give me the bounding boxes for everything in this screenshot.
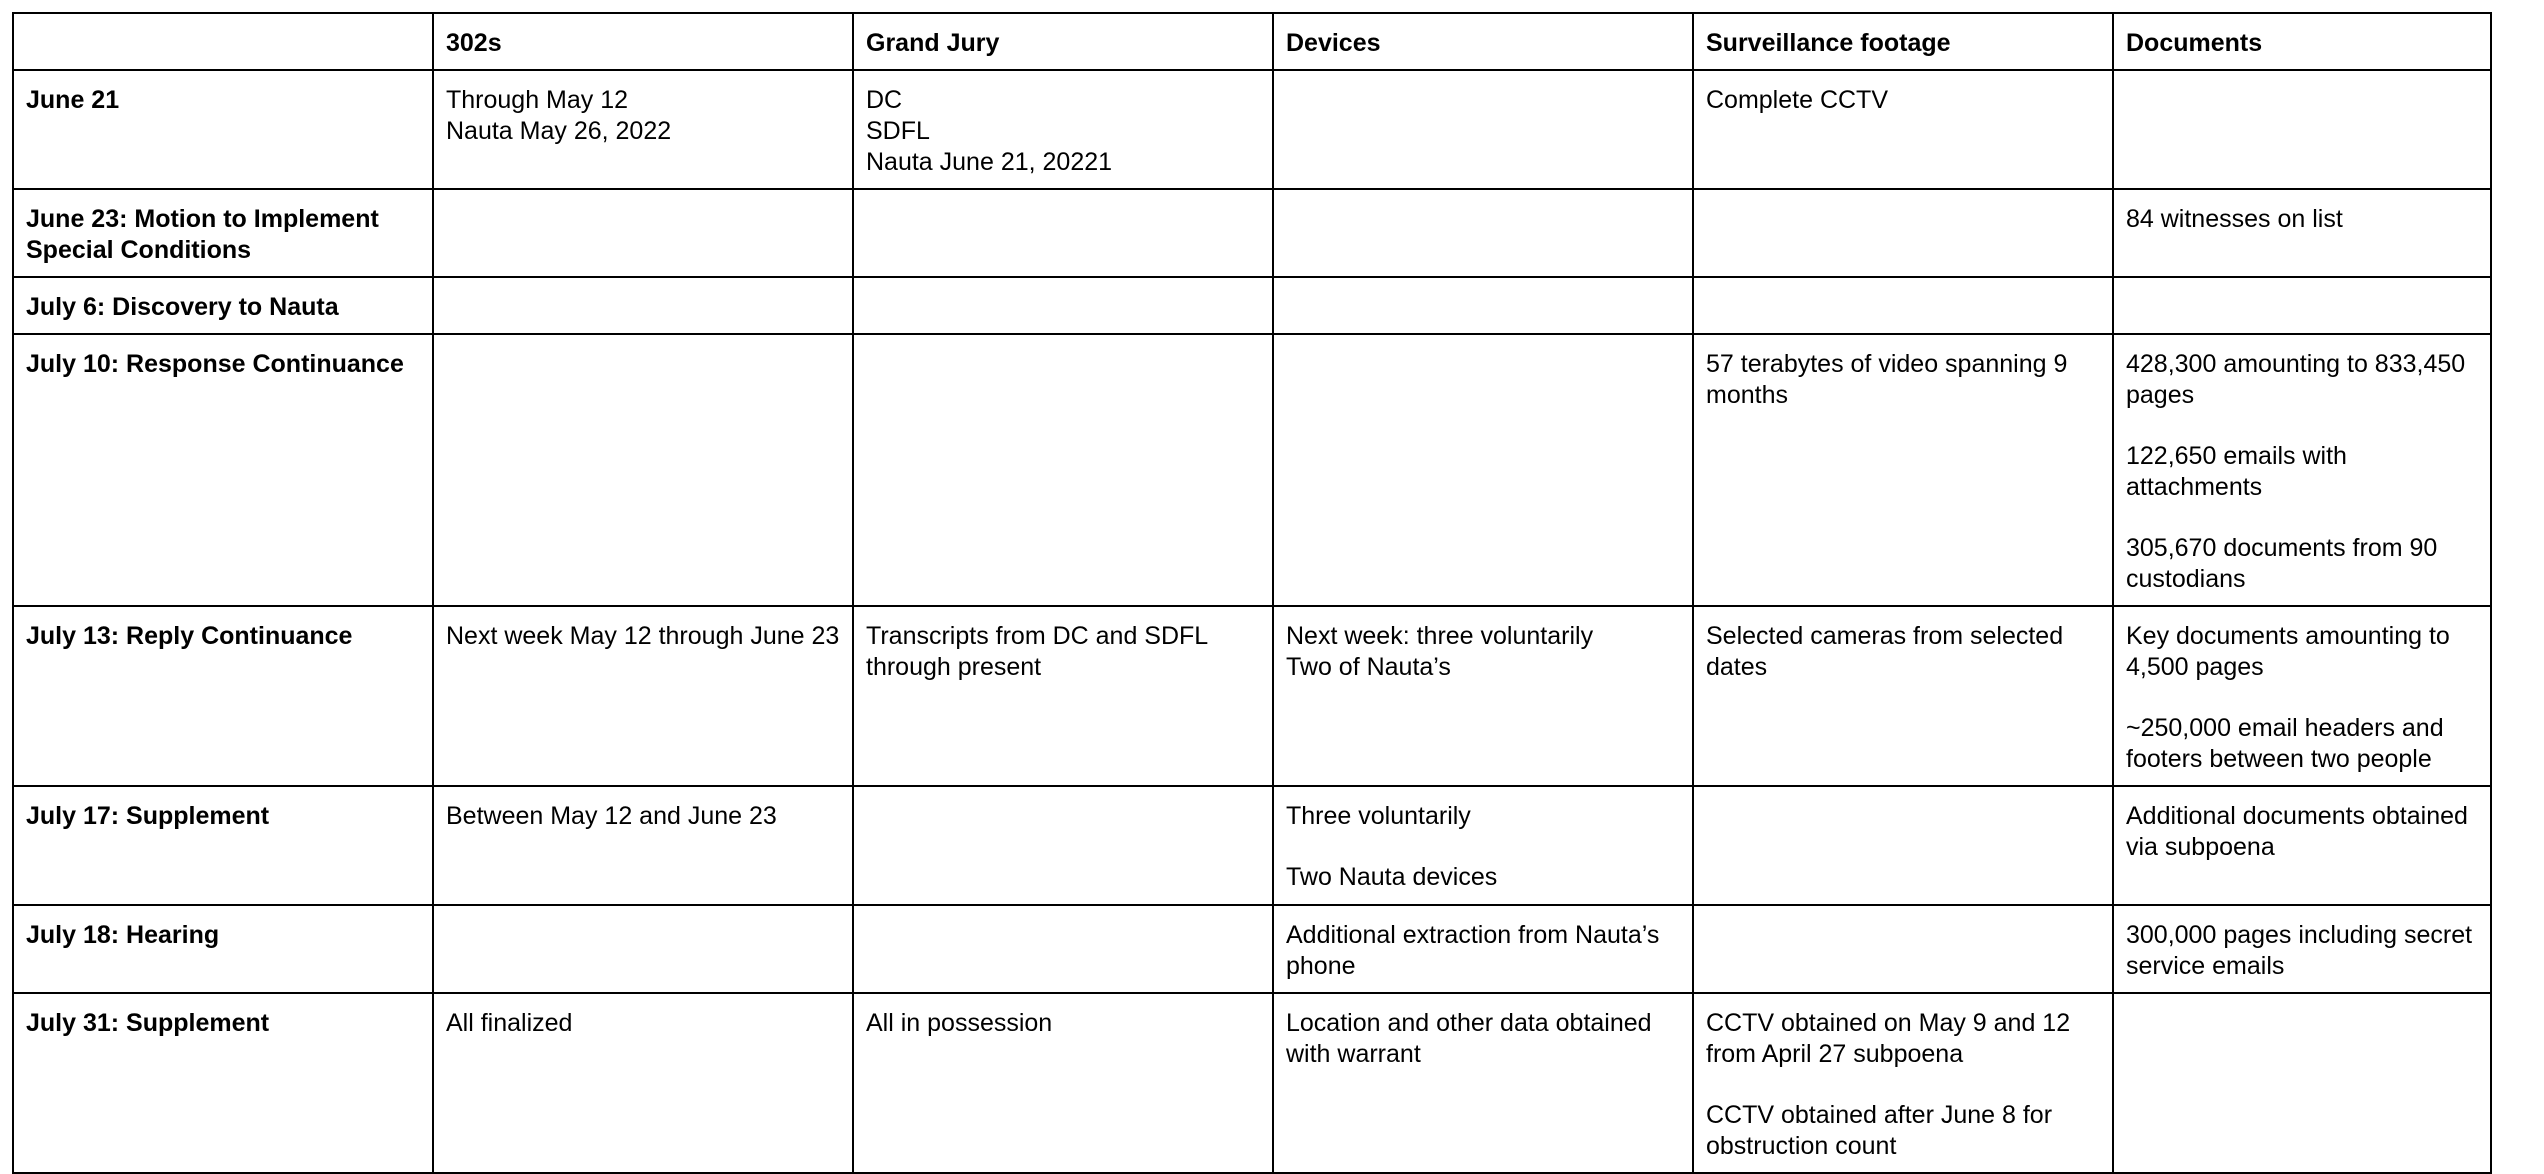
cell-grand-jury [853,993,1273,1173]
cell-line: All finalized [446,1009,573,1037]
cell-documents [2113,905,2491,993]
cell-grand-jury [853,189,1273,277]
cell-devices [1273,786,1693,905]
cell-grand-jury [853,606,1273,786]
cell-line: SDFL [866,117,930,145]
cell-devices [1273,70,1693,189]
cell-devices [1273,905,1693,993]
cell-devices [1273,606,1693,786]
cell-paragraph [1286,1008,1680,1070]
cell-paragraph [1706,1100,2100,1162]
header-row [13,13,2491,70]
row-label: June 23: Motion to Implement Special Conditions [13,189,433,277]
cell-grand-jury [853,905,1273,993]
cell-paragraph [2126,349,2478,411]
cell-paragraph [446,621,840,652]
cell-line: Through May 12 [446,86,629,114]
cell-paragraph [446,801,840,832]
cell-line: All in possession [866,1009,1053,1037]
cell-paragraph [1706,349,2100,411]
cell-line: CCTV obtained on May 9 and 12 from April 27 subpoena [1706,1009,2071,1068]
cell-paragraph [2126,204,2478,235]
cell-line: Two of Nauta’s [1286,653,1451,681]
cell-paragraph [2126,621,2478,683]
cell-line: Additional documents obtained via subpoena [2126,802,2468,861]
cell-line: Next week: three voluntarily [1286,622,1594,650]
cell-line: 122,650 emails with attachments [2126,442,2347,501]
row-label: July 13: Reply Continuance [13,606,433,786]
table-row [13,905,2491,993]
row-label: July 31: Supplement [13,993,433,1173]
cell-line: Three voluntarily [1286,802,1471,830]
cell-surveillance-footage [1693,905,2113,993]
cell-devices [1273,993,1693,1173]
cell-302s [433,786,853,905]
cell-line: 428,300 amounting to 833,450 pages [2126,350,2466,409]
cell-302s [433,993,853,1173]
cell-surveillance-footage [1693,993,2113,1173]
cell-paragraph [2126,441,2478,503]
cell-line: 84 witnesses on list [2126,205,2343,233]
cell-paragraph [2126,801,2478,863]
cell-line: 300,000 pages including secret service emails [2126,921,2473,980]
cell-paragraph [1286,801,1680,832]
cell-302s [433,277,853,334]
cell-grand-jury [853,786,1273,905]
cell-devices [1273,277,1693,334]
cell-302s [433,606,853,786]
cell-grand-jury [853,277,1273,334]
cell-surveillance-footage [1693,334,2113,606]
cell-302s [433,334,853,606]
cell-line: Selected cameras from selected dates [1706,622,2064,681]
cell-line: Two Nauta devices [1286,863,1498,891]
cell-line: CCTV obtained after June 8 for obstruction count [1706,1101,2053,1160]
table-row [13,70,2491,189]
cell-paragraph [2126,533,2478,595]
cell-line: DC [866,86,903,114]
cell-line: Key documents amounting to 4,500 pages [2126,622,2450,681]
header-302s: 302s [433,13,853,70]
cell-grand-jury [853,70,1273,189]
cell-302s [433,189,853,277]
cell-line: Transcripts from DC and SDFL through present [866,622,1208,681]
cell-line: Complete CCTV [1706,86,1888,114]
cell-paragraph [446,1008,840,1039]
table-row [13,277,2491,334]
cell-line: 305,670 documents from 90 custodians [2126,534,2438,593]
cell-line: Location and other data obtained with warrant [1286,1009,1652,1068]
cell-302s [433,70,853,189]
table-row [13,993,2491,1173]
cell-paragraph [1286,862,1680,893]
cell-paragraph [866,85,1260,178]
cell-paragraph [1706,85,2100,116]
row-label: July 10: Response Continuance [13,334,433,606]
cell-line: ~250,000 email headers and footers between two people [2126,714,2444,773]
table-row [13,334,2491,606]
row-label: July 6: Discovery to Nauta [13,277,433,334]
cell-grand-jury [853,334,1273,606]
cell-documents [2113,189,2491,277]
cell-paragraph [446,85,840,147]
header-grand-jury: Grand Jury [853,13,1273,70]
cell-surveillance-footage [1693,277,2113,334]
cell-paragraph [1286,920,1680,982]
row-label: June 21 [13,70,433,189]
header-corner [13,13,433,70]
cell-devices [1273,189,1693,277]
header-documents: Documents [2113,13,2491,70]
cell-documents [2113,993,2491,1173]
header-surveillance-footage: Surveillance footage [1693,13,2113,70]
cell-paragraph [1286,621,1680,683]
table-row [13,606,2491,786]
cell-line: Next week May 12 through June 23 [446,622,840,650]
row-label: July 17: Supplement [13,786,433,905]
table-row [13,786,2491,905]
cell-surveillance-footage [1693,786,2113,905]
cell-documents [2113,334,2491,606]
row-label: July 18: Hearing [13,905,433,993]
cell-documents [2113,786,2491,905]
cell-surveillance-footage [1693,189,2113,277]
cell-documents [2113,277,2491,334]
cell-paragraph [866,621,1260,683]
cell-surveillance-footage [1693,70,2113,189]
cell-paragraph [2126,920,2478,982]
cell-line: Nauta May 26, 2022 [446,117,672,145]
cell-paragraph [1706,621,2100,683]
cell-devices [1273,334,1693,606]
cell-line: Additional extraction from Nauta’s phone [1286,921,1660,980]
cell-paragraph [1706,1008,2100,1070]
cell-line: Between May 12 and June 23 [446,802,777,830]
cell-surveillance-footage [1693,606,2113,786]
cell-line: 57 terabytes of video spanning 9 months [1706,350,2068,409]
cell-paragraph [866,1008,1260,1039]
cell-302s [433,905,853,993]
cell-documents [2113,70,2491,189]
cell-documents [2113,606,2491,786]
cell-paragraph [2126,713,2478,775]
table-row [13,189,2491,277]
header-devices: Devices [1273,13,1693,70]
discovery-timeline-table [12,12,2492,1174]
cell-line: Nauta June 21, 20221 [866,148,1113,176]
